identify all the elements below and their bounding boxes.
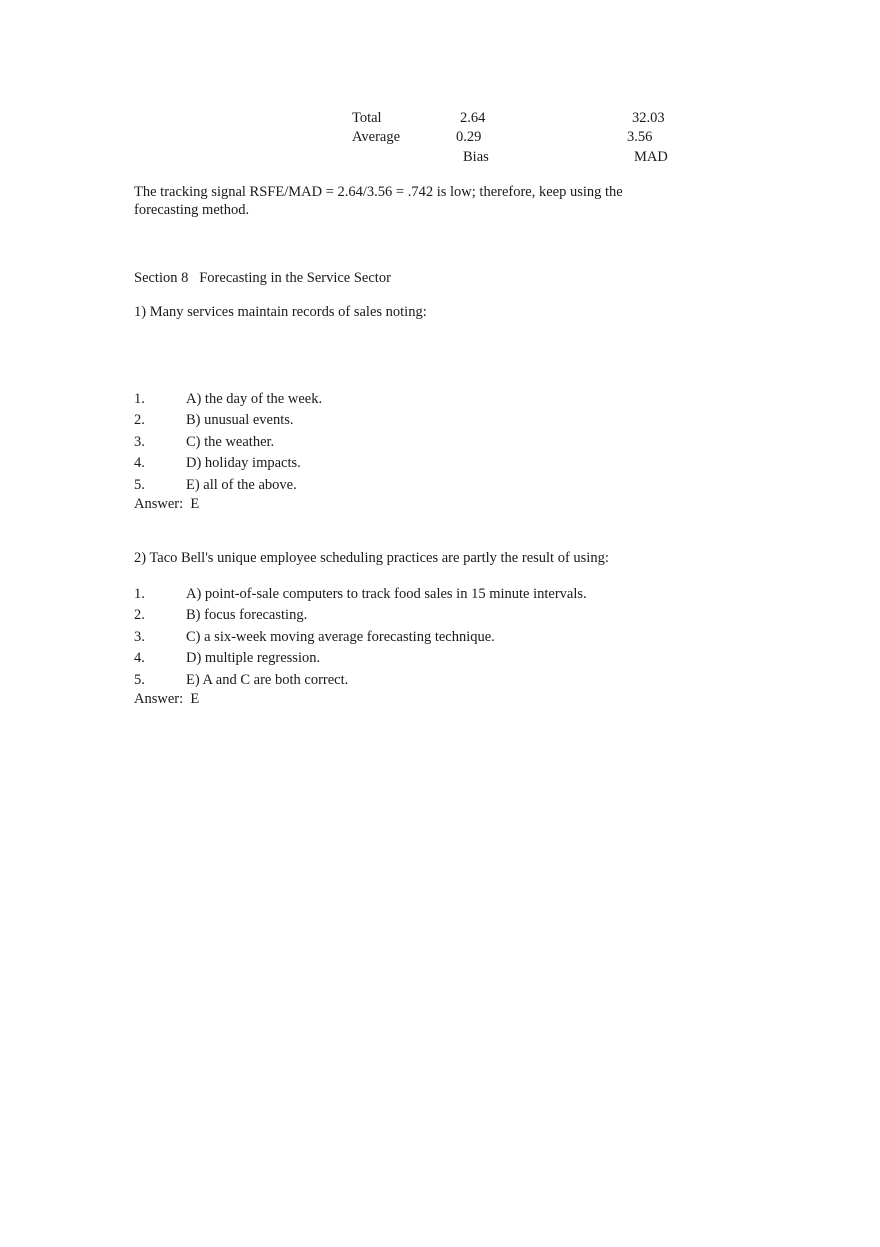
option-text: D) multiple regression. xyxy=(186,650,321,666)
option-text: A) the day of the week. xyxy=(186,391,323,407)
table-cell-mad: 32.03 xyxy=(632,110,665,126)
option-number: 1. xyxy=(134,586,145,602)
table-cell-bias: 0.29 xyxy=(456,129,482,145)
table-footer-bias: Bias xyxy=(463,149,489,165)
answer-line: Answer: E xyxy=(134,691,200,707)
option-text: D) holiday impacts. xyxy=(186,455,301,471)
option-number: 3. xyxy=(134,434,145,450)
table-row-label: Total xyxy=(352,110,382,126)
option-text: C) the weather. xyxy=(186,434,275,450)
question-stem: 1) Many services maintain records of sales noting: xyxy=(134,304,427,320)
option-number: 4. xyxy=(134,455,145,471)
answer-line: Answer: E xyxy=(134,496,200,512)
table-row-label: Average xyxy=(352,129,401,145)
section-heading: Section 8 Forecasting in the Service Sector xyxy=(134,270,391,286)
option-text: B) unusual events. xyxy=(186,412,294,428)
option-number: 5. xyxy=(134,477,145,493)
option-number: 2. xyxy=(134,607,145,623)
tracking-signal-text: The tracking signal RSFE/MAD = 2.64/3.56 = .742 is low; therefore, keep using the forecasting method. xyxy=(134,184,623,218)
option-text: E) all of the above. xyxy=(186,477,297,493)
option-number: 1. xyxy=(134,391,145,407)
option-number: 5. xyxy=(134,672,145,688)
option-number: 3. xyxy=(134,629,145,645)
table-cell-mad: 3.56 xyxy=(627,129,653,145)
option-text: C) a six-week moving average forecasting technique. xyxy=(186,629,495,645)
option-text: A) point-of-sale computers to track food sales in 15 minute intervals. xyxy=(186,586,587,602)
option-number: 2. xyxy=(134,412,145,428)
question-stem: 2) Taco Bell's unique employee scheduling practices are partly the result of using: xyxy=(134,550,609,566)
table-cell-bias: 2.64 xyxy=(460,110,486,126)
option-number: 4. xyxy=(134,650,145,666)
option-text: B) focus forecasting. xyxy=(186,607,308,623)
option-text: E) A and C are both correct. xyxy=(186,672,349,688)
table-footer-mad: MAD xyxy=(634,149,668,165)
